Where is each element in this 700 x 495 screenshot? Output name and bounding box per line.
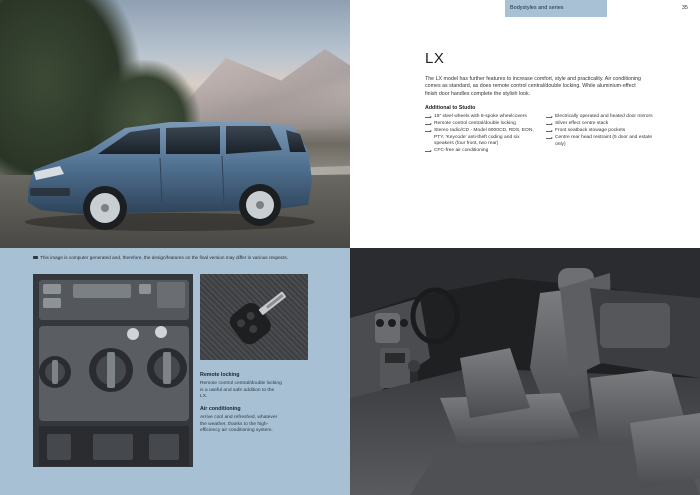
arrow-bullet-icon [546, 131, 552, 132]
interior-seats-illustration [350, 248, 700, 495]
list-item: 15" steel wheels with 8-spoke wheelcovers [425, 114, 539, 121]
remote-locking-heading: Remote locking [200, 372, 240, 378]
model-intro: The LX model has further features to increase comfort, style and practicality. Air conditioning comes as standard, as does remote control central/double locking. While aluminium-effect finish door handles complete the stylish look. [425, 76, 642, 97]
remote-key-illustration [200, 274, 308, 360]
model-title: LX [425, 50, 445, 67]
dashboard-controls-illustration [33, 274, 193, 467]
car-exterior-photo [0, 0, 350, 248]
arrow-bullet-icon [425, 117, 431, 118]
arrow-bullet-icon [425, 151, 431, 152]
camera-icon [33, 256, 38, 259]
feature-list-column-2 [546, 114, 658, 149]
model-info-panel [350, 0, 700, 248]
air-conditioning-heading: Air conditioning [200, 406, 241, 412]
estate-car-illustration [20, 110, 320, 235]
car-interior-photo [350, 248, 700, 495]
remote-key-photo [200, 274, 308, 360]
list-item: Front seatback stowage pockets [546, 128, 658, 135]
list-item: Electrically operated and heated door mirrors [546, 114, 658, 121]
page-number: 35 [681, 5, 688, 11]
disclaimer: This image is computer generated and, therefore, the design/features on the final version may differ in various respects. [33, 255, 288, 260]
arrow-bullet-icon [425, 124, 431, 125]
air-conditioning-text: Arrive cool and refreshed, whatever the weather, thanks to the high-efficiency air conditioning system. [200, 415, 278, 434]
list-item: Centre rear head restraint (5 door and estate only) [546, 135, 658, 148]
list-item: Stereo radio/CD - Model 6000CD, RDS, EON, PTY, 'Keycode' anti-theft coding and six speakers (four front, two rear) [425, 128, 539, 148]
remote-locking-text: Remote control central/double locking is a useful and safe addition to the LX. [200, 381, 282, 400]
list-item: Remote control central/double locking [425, 121, 539, 128]
arrow-bullet-icon [546, 138, 552, 139]
arrow-bullet-icon [546, 124, 552, 125]
section-tab: Bodystyles and series [505, 0, 607, 17]
feature-list-column-1 [425, 114, 539, 156]
arrow-bullet-icon [546, 117, 552, 118]
air-conditioning-controls-photo [33, 274, 193, 467]
list-item: CFC-free air conditioning [425, 148, 539, 155]
list-item: Silver effect centre stack [546, 121, 658, 128]
features-heading: Additional to Studio [425, 105, 476, 111]
arrow-bullet-icon [425, 131, 431, 132]
details-panel [0, 248, 350, 495]
